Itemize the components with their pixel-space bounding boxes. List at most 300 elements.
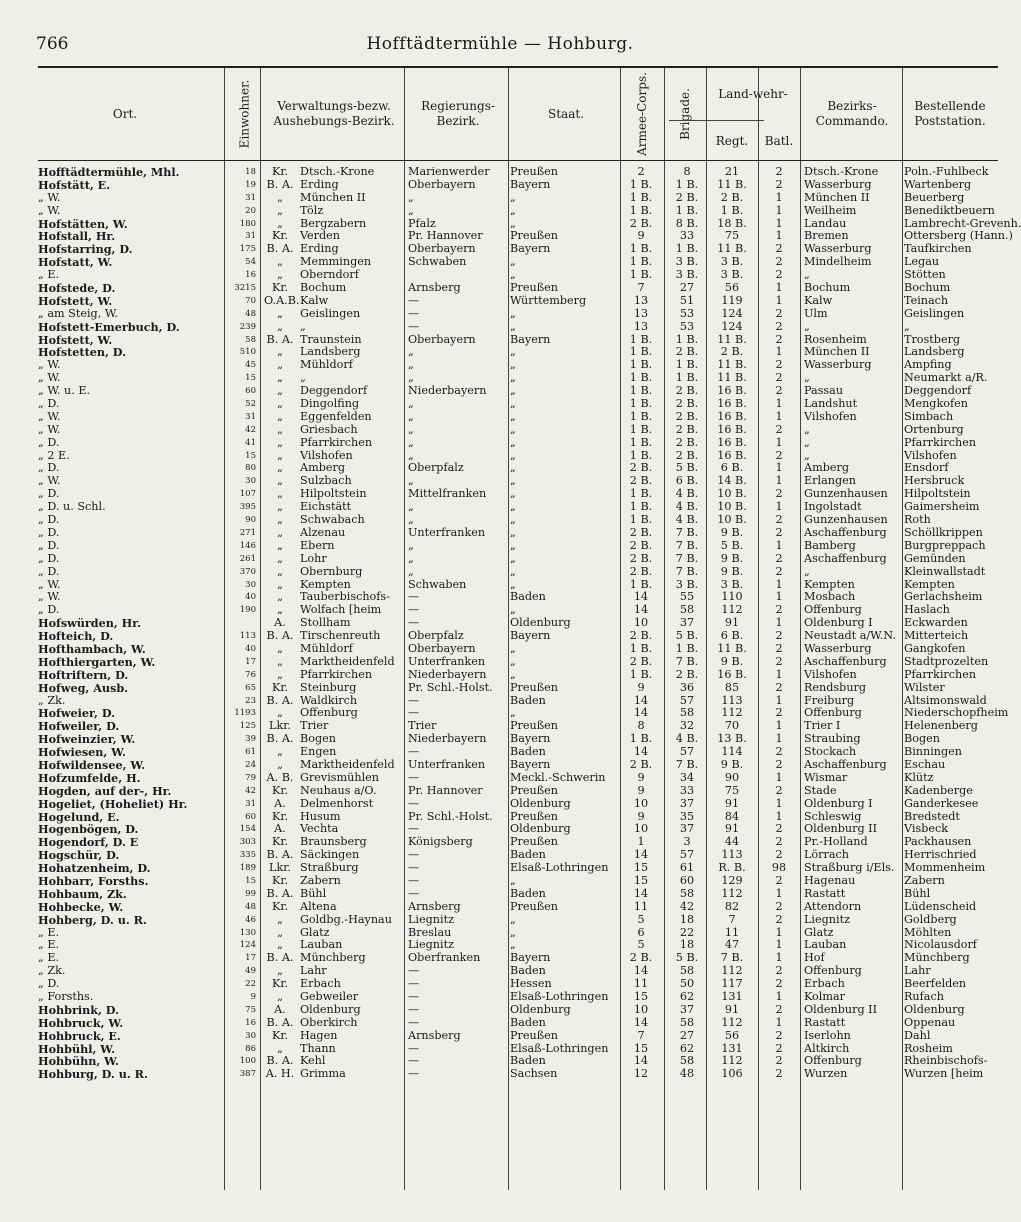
ort-name: Hoftriftern, D. (38, 667, 129, 682)
poststation-cell: Goldberg (904, 912, 957, 926)
brigade-cell: 4 B. (675, 487, 699, 501)
brigade-cell: 58 (679, 603, 695, 617)
einwohner-cell: 189 (239, 863, 256, 874)
bezirkskommando-cell: „ (804, 435, 810, 449)
bezirkskommando-cell: Offenburg (804, 706, 862, 720)
poststation-cell: Herrischried (904, 848, 977, 862)
brigade-cell: 4 B. (675, 732, 699, 746)
bezirkskommando-cell: Pr.-Holland (804, 835, 868, 849)
table-row (38, 282, 998, 295)
bezirk-cell: Kempten (300, 577, 351, 591)
regierungsbezirk-cell: „ (408, 397, 414, 411)
bezirkskommando-cell: Vilshofen (804, 667, 857, 681)
verwaltung-cell: B. A. (266, 1015, 294, 1029)
einwohner-cell: 46 (245, 914, 256, 925)
brigade-cell: 2 B. (675, 384, 699, 398)
ort-cell (38, 914, 212, 928)
verwaltung-cell: A. (274, 1002, 286, 1016)
armee-corps-cell: 13 (633, 293, 649, 307)
brigade-cell: 2 B. (675, 409, 699, 423)
brigade-cell: 58 (679, 1015, 695, 1029)
brigade-cell: 58 (679, 886, 695, 900)
bataillon-cell: 2 (775, 1054, 783, 1068)
verwaltung-cell: O.A.B. (264, 293, 300, 307)
ort-cell: „ W. (38, 203, 61, 217)
bezirk-cell: Eggenfelden (300, 409, 372, 423)
bataillon-cell: 1 (775, 577, 783, 591)
einwohner-cell: 15 (245, 450, 256, 461)
table-row (38, 372, 998, 385)
bataillon-cell: 2 (775, 384, 783, 398)
bataillon-cell: 2 (775, 525, 783, 539)
bezirk-cell: München II (300, 190, 366, 204)
verwaltung-cell: „ (277, 938, 283, 952)
ort-cell: „ D. (38, 551, 60, 565)
staat-cell: „ (510, 706, 516, 720)
poststation-cell: Binningen (904, 745, 962, 759)
bataillon-cell: 98 (771, 861, 787, 875)
einwohner-cell: 261 (239, 553, 256, 564)
ort-name: Hofstett, W. (38, 332, 113, 347)
ort-cell: „ D. (38, 487, 60, 501)
bezirk-cell: Pfarrkirchen (300, 435, 373, 449)
ort-name: Hofftädtermühle, Mhl. (38, 165, 180, 179)
bezirkskommando-cell: Amberg (804, 461, 849, 475)
header-poststation: Bestellende Poststation. (914, 99, 986, 128)
bataillon-cell: 1 (775, 397, 783, 411)
brigade-cell: 1 B. (675, 358, 699, 372)
staat-cell: „ (510, 487, 516, 501)
armee-corps-cell: 14 (633, 848, 649, 862)
regiment-cell: 112 (721, 886, 743, 900)
bezirkskommando-cell: Rastatt (804, 886, 846, 900)
regiment-cell: 2 B. (720, 345, 744, 359)
bataillon-cell: 2 (775, 564, 783, 578)
staat-cell: Bayern (510, 951, 551, 965)
einwohner-cell: 130 (239, 927, 256, 938)
ort-name: Hofstede, D. (38, 281, 116, 296)
bezirkskommando-cell: Freiburg (804, 693, 855, 707)
header-landwehr: Land-wehr- (718, 86, 788, 101)
bezirkskommando-cell: Oldenburg II (804, 822, 878, 836)
bezirk-cell: Amberg (300, 461, 345, 475)
bezirkskommando-cell: Lauban (804, 938, 847, 952)
poststation-cell: Gaimersheim (904, 500, 980, 514)
brigade-cell: 57 (679, 693, 695, 707)
einwohner-cell: 22 (245, 979, 256, 990)
regierungsbezirk-cell: — (408, 1041, 420, 1055)
bataillon-cell: 1 (775, 796, 783, 810)
regiment-cell: 9 B. (720, 564, 744, 578)
ort-name: Hohbarr, Forsths. (38, 873, 149, 888)
bezirk-cell: Glatz (300, 925, 330, 939)
regiment-cell: 9 B. (720, 654, 744, 668)
brigade-cell: 8 (683, 165, 691, 178)
bataillon-cell: 1 (775, 770, 783, 784)
bezirk-cell: Wolfach [heim (300, 603, 382, 617)
brigade-cell: 7 B. (675, 525, 699, 539)
bezirk-cell: Münchberg (300, 951, 366, 965)
staat-cell: „ (510, 255, 516, 269)
armee-corps-cell: 1 B. (629, 422, 653, 436)
bataillon-cell: 2 (775, 306, 783, 320)
einwohner-cell: 17 (245, 656, 256, 667)
armee-corps-cell: 1 B. (629, 641, 653, 655)
regierungsbezirk-cell: — (408, 886, 420, 900)
poststation-cell: Hersbruck (904, 474, 965, 488)
table-row (38, 527, 998, 540)
regiment-cell: 10 B. (717, 487, 747, 501)
bataillon-cell: 2 (775, 371, 783, 385)
bezirkskommando-cell: München II (804, 345, 870, 359)
staat-cell: Baden (510, 848, 546, 862)
verwaltung-cell: Kr. (271, 1028, 289, 1042)
poststation-cell: Ganderkesee (904, 796, 979, 810)
verwaltung-cell: „ (277, 925, 283, 939)
verwaltung-cell: Lkr. (269, 861, 291, 875)
regierungsbezirk-cell: — (408, 822, 420, 836)
table-row (38, 205, 998, 218)
staat-cell: Hessen (510, 977, 552, 991)
ort-name: Hogeliet, (Hoheliet) Hr. (38, 796, 188, 811)
bezirkskommando-cell: Liegnitz (804, 912, 850, 926)
einwohner-cell: 271 (239, 527, 256, 538)
bezirkskommando-cell: Altkirch (804, 1041, 850, 1055)
poststation-cell: Kadenberge (904, 783, 973, 797)
brigade-cell: 2 B. (675, 448, 699, 462)
bezirk-cell: Alzenau (300, 525, 346, 539)
verwaltung-cell: A. B. (266, 770, 294, 784)
armee-corps-cell: 1 B. (629, 732, 653, 746)
brigade-cell: 53 (679, 319, 695, 333)
verwaltung-cell: Kr. (271, 165, 289, 178)
regierungsbezirk-cell: — (408, 873, 420, 887)
einwohner-cell: 40 (245, 643, 256, 654)
bezirkskommando-cell: Rendsburg (804, 680, 867, 694)
bezirk-cell: Tauberbischofs- (300, 590, 390, 604)
ort-cell: „ E. (38, 268, 60, 282)
poststation-cell: Bogen (904, 732, 940, 746)
bezirkskommando-cell: Ulm (804, 306, 828, 320)
table-row (38, 1017, 998, 1030)
regierungsbezirk-cell: „ (408, 564, 414, 578)
bezirkskommando-cell: Hof (804, 951, 825, 965)
regierungsbezirk-cell: Niederbayern (408, 384, 487, 398)
bezirk-cell: Erbach (300, 977, 341, 991)
armee-corps-cell: 2 B. (629, 525, 653, 539)
bataillon-cell: 1 (775, 938, 783, 952)
ort-name: Hohbühl, W. (38, 1041, 116, 1056)
bataillon-cell: 2 (775, 706, 783, 720)
table-row (38, 914, 998, 927)
armee-corps-cell: 1 B. (629, 255, 653, 269)
bezirkskommando-cell: Offenburg (804, 603, 862, 617)
regierungsbezirk-cell: „ (408, 358, 414, 372)
header-regt: Regt. (715, 133, 749, 148)
regierungsbezirk-cell: „ (408, 422, 414, 436)
poststation-cell: Wartenberg (904, 177, 972, 191)
regierungsbezirk-cell: Marienwerder (408, 165, 490, 178)
verwaltung-cell: „ (277, 964, 283, 978)
regiment-cell: 9 B. (720, 757, 744, 771)
regierungsbezirk-cell: — (408, 616, 420, 630)
poststation-cell: Neumarkt a/R. (904, 371, 988, 385)
regiment-cell: 2 B. (720, 190, 744, 204)
regiment-cell: 82 (724, 899, 740, 913)
staat-cell: Preußen (510, 165, 559, 178)
bataillon-cell: 2 (775, 873, 783, 887)
poststation-cell: Kleinwallstadt (904, 564, 986, 578)
ort-name: Hogelund, E. (38, 809, 120, 824)
ort-name: Hofswürden, Hr. (38, 616, 141, 631)
poststation-cell: Benediktbeuern (904, 203, 995, 217)
staat-cell: Oldenburg (510, 822, 571, 836)
armee-corps-cell: 14 (633, 886, 649, 900)
einwohner-cell: 54 (245, 257, 256, 268)
bezirkskommando-cell: Dtsch.-Krone (804, 165, 879, 178)
bataillon-cell: 1 (775, 538, 783, 552)
bezirkskommando-cell: Vilshofen (804, 409, 857, 423)
bezirk-cell: Mühldorf (300, 641, 353, 655)
einwohner-cell: 99 (245, 888, 256, 899)
ort-name: Hohbaum, Zk. (38, 886, 127, 901)
ort-name: Hohatzenheim, D. (38, 861, 151, 876)
brigade-cell: 57 (679, 745, 695, 759)
einwohner-cell: 70 (245, 295, 256, 306)
regierungsbezirk-cell: — (408, 861, 420, 875)
bezirk-cell: Neuhaus a/O. (300, 783, 377, 797)
regierungsbezirk-cell: „ (408, 345, 414, 359)
bezirkskommando-cell: Straubing (804, 732, 861, 746)
einwohner-cell: 395 (239, 502, 256, 513)
regierungsbezirk-cell: „ (408, 500, 414, 514)
regierungsbezirk-cell: Liegnitz (408, 912, 454, 926)
regierungsbezirk-cell: — (408, 706, 420, 720)
regierungsbezirk-cell: Pr. Schl.-Holst. (408, 680, 493, 694)
armee-corps-cell: 6 (637, 925, 645, 939)
verwaltung-cell: Kr. (271, 899, 289, 913)
armee-corps-cell: 2 B. (629, 654, 653, 668)
ort-name: Hofweg, Ausb. (38, 680, 129, 695)
ort-cell: „ D. (38, 525, 60, 539)
ort-cell: „ D. (38, 603, 60, 617)
bataillon-cell: 1 (775, 951, 783, 965)
bezirk-cell: Engen (300, 745, 337, 759)
brigade-cell: 27 (679, 1028, 695, 1042)
verwaltung-cell: Kr. (271, 783, 289, 797)
bezirkskommando-cell: Kolmar (804, 990, 845, 1003)
poststation-cell: Landsberg (904, 345, 965, 359)
ort-cell (38, 256, 212, 270)
poststation-cell: Ottersberg (Hann.) (904, 229, 1013, 243)
brigade-cell: 18 (679, 912, 695, 926)
poststation-cell: Beuerberg (904, 190, 965, 204)
einwohner-cell: 42 (245, 785, 256, 796)
regiment-cell: 11 B. (717, 358, 747, 372)
bezirkskommando-cell: Aschaffenburg (804, 654, 887, 668)
einwohner-cell: 48 (245, 901, 256, 912)
bezirk-cell: Steinburg (300, 680, 357, 694)
poststation-cell: Ensdorf (904, 461, 949, 475)
regierungsbezirk-cell: Schwaben (408, 577, 467, 591)
regiment-cell: 106 (721, 1067, 743, 1081)
verwaltung-cell: „ (277, 487, 283, 501)
brigade-cell: 58 (679, 1054, 695, 1068)
einwohner-cell: 24 (245, 759, 256, 770)
einwohner-cell: 100 (239, 1056, 256, 1067)
brigade-cell: 7 B. (675, 551, 699, 565)
ort-name: Hofthambach, W. (38, 641, 146, 656)
regiment-cell: 91 (724, 796, 740, 810)
regiment-cell: 131 (721, 1041, 743, 1055)
verwaltung-cell: „ (277, 474, 283, 488)
armee-corps-cell: 15 (633, 861, 649, 875)
brigade-cell: 37 (679, 616, 695, 630)
staat-cell: „ (510, 912, 516, 926)
armee-corps-cell: 1 B. (629, 203, 653, 217)
armee-corps-cell: 10 (633, 1002, 649, 1016)
armee-corps-cell: 1 B. (629, 358, 653, 372)
armee-corps-cell: 9 (637, 770, 645, 784)
bezirkskommando-cell: Bremen (804, 229, 849, 243)
staat-cell: „ (510, 938, 516, 952)
bezirk-cell: Oberkirch (300, 1015, 358, 1029)
header-batl: Batl. (764, 133, 794, 148)
staat-cell: Bayern (510, 757, 551, 771)
brigade-cell: 3 B. (675, 255, 699, 269)
poststation-cell: Vilshofen (904, 448, 957, 462)
poststation-cell: Mengkofen (904, 397, 968, 411)
table-row (38, 308, 998, 321)
table-body (38, 165, 1021, 1082)
bataillon-cell: 2 (775, 1002, 783, 1016)
bezirk-cell: „ (300, 371, 306, 385)
brigade-cell: 3 B. (675, 577, 699, 591)
verwaltung-cell: „ (277, 590, 283, 604)
armee-corps-cell: 14 (633, 706, 649, 720)
poststation-cell: „ (904, 319, 910, 333)
verwaltung-cell: „ (277, 564, 283, 578)
ort-cell: „ W. u. E. (38, 384, 91, 398)
table-row (38, 437, 998, 450)
bezirk-cell: Stollham (300, 616, 351, 630)
bataillon-cell: 2 (775, 977, 783, 991)
regierungsbezirk-cell: Oberpfalz (408, 461, 464, 475)
bezirk-cell: Tirschenreuth (300, 629, 381, 643)
staat-cell: Preußen (510, 719, 559, 733)
bezirkskommando-cell: Oldenburg I (804, 616, 873, 630)
table-row (38, 759, 998, 772)
brigade-cell: 7 B. (675, 757, 699, 771)
regierungsbezirk-cell: Schwaben (408, 255, 467, 269)
staat-cell: Elsaß-Lothringen (510, 990, 609, 1003)
brigade-cell: 58 (679, 964, 695, 978)
bataillon-cell: 1 (775, 809, 783, 823)
poststation-cell: Eckwarden (904, 616, 968, 630)
staat-cell: „ (510, 538, 516, 552)
einwohner-cell: 510 (239, 347, 256, 358)
poststation-cell: Lahr (904, 964, 931, 978)
staat-cell: „ (510, 345, 516, 359)
verwaltung-cell: B. A. (266, 332, 294, 346)
staat-cell: „ (510, 461, 516, 475)
einwohner-cell: 31 (245, 798, 256, 809)
ort-name: Hogden, auf der-, Hr. (38, 783, 172, 798)
poststation-cell: Oldenburg (904, 1002, 965, 1016)
armee-corps-cell: 9 (637, 809, 645, 823)
armee-corps-cell: 11 (633, 899, 649, 913)
staat-cell: „ (510, 551, 516, 565)
poststation-cell: Legau (904, 255, 940, 269)
armee-corps-cell: 1 B. (629, 448, 653, 462)
brigade-cell: 62 (679, 1041, 695, 1055)
brigade-cell: 2 B. (675, 345, 699, 359)
regiment-cell: 56 (724, 1028, 740, 1042)
verwaltung-cell: B. A. (266, 848, 294, 862)
bezirkskommando-cell: Erlangen (804, 474, 856, 488)
ort-name: Hogenbögen, D. (38, 822, 139, 837)
poststation-cell: Teinach (904, 293, 949, 307)
bezirk-cell: Deggendorf (300, 384, 368, 398)
regierungsbezirk-cell: — (408, 1067, 420, 1081)
bezirk-cell: Verden (300, 229, 341, 243)
ort-cell: „ W. (38, 190, 61, 204)
regiment-cell: 14 B. (717, 474, 747, 488)
staat-cell: „ (510, 409, 516, 423)
verwaltung-cell: „ (277, 551, 283, 565)
regierungsbezirk-cell: — (408, 977, 420, 991)
einwohner-cell: 58 (245, 334, 256, 345)
ort-name: Hofstätten, W. (38, 216, 128, 231)
bataillon-cell: 2 (775, 680, 783, 694)
armee-corps-cell: 2 B. (629, 629, 653, 643)
bataillon-cell: 1 (775, 345, 783, 359)
poststation-cell: Altsimonswald (904, 693, 987, 707)
staat-cell: „ (510, 873, 516, 887)
regierungsbezirk-cell: Pr. Hannover (408, 229, 483, 243)
staat-cell: „ (510, 654, 516, 668)
einwohner-cell: 175 (239, 244, 256, 255)
bezirk-cell: Trier (300, 719, 329, 733)
ort-cell: „ W. (38, 371, 61, 385)
verwaltung-cell: „ (277, 384, 283, 398)
einwohner-cell: 124 (239, 940, 256, 951)
bataillon-cell: 2 (775, 899, 783, 913)
armee-corps-cell: 11 (633, 977, 649, 991)
table-row (38, 1068, 998, 1081)
bezirk-cell: Erding (300, 177, 339, 191)
bataillon-cell: 1 (775, 719, 783, 733)
einwohner-cell: 146 (239, 540, 256, 551)
verwaltung-cell: B. A. (266, 1054, 294, 1068)
poststation-cell: Bühl (904, 886, 931, 900)
bezirkskommando-cell: Weilheim (804, 203, 857, 217)
regierungsbezirk-cell: „ (408, 203, 414, 217)
poststation-cell: Helenenberg (904, 719, 978, 733)
bezirkskommando-cell: „ (804, 319, 810, 333)
armee-corps-cell: 1 B. (629, 332, 653, 346)
einwohner-cell: 180 (239, 218, 256, 229)
verwaltung-cell: B. A. (266, 177, 294, 191)
bezirkskommando-cell: Straßburg i/Els. (804, 861, 895, 875)
poststation-cell: Mitterteich (904, 629, 969, 643)
staat-cell: „ (510, 667, 516, 681)
einwohner-cell: 23 (245, 695, 256, 706)
regiment-cell: 114 (721, 745, 743, 759)
staat-cell: Preußen (510, 281, 559, 295)
einwohner-cell: 65 (245, 682, 256, 693)
bezirk-cell: Husum (300, 809, 341, 823)
